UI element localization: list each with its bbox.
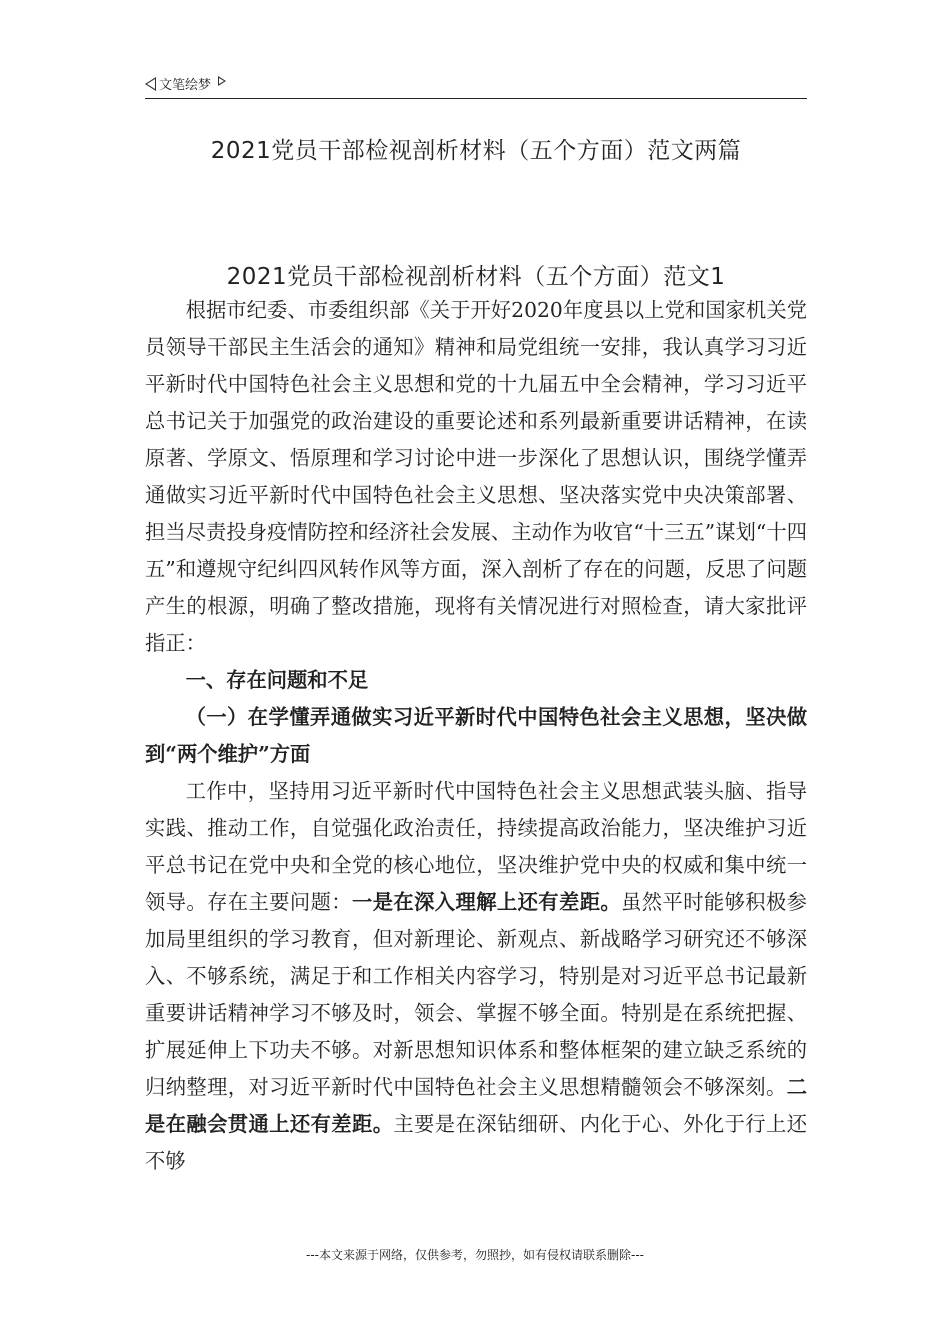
brand-logo — [145, 74, 226, 93]
paragraph-text: 主要是在深钻细研、内化于心、外化于行上还不够 — [145, 1112, 807, 1173]
triangle-left-icon — [145, 77, 156, 91]
document-body — [145, 292, 807, 1180]
section-title: 2021党员干部检视剖析材料（五个方面）范文1 — [226, 264, 726, 290]
subsection-heading: （一）在学懂弄通做实习近平新时代中国特色社会主义思想，坚决做到“两个维护”方面 — [145, 705, 807, 766]
page-header — [145, 72, 807, 99]
document-title: 2021党员干部检视剖析材料（五个方面）范文两篇 — [210, 138, 742, 164]
footer-disclaimer: ---本文来源于网络，仅供参考，勿照抄，如有侵权请联系删除--- — [306, 1248, 644, 1262]
intro-paragraph: 根据市纪委、市委组织部《关于开好2020年度县以上党和国家机关党员领导干部民主生活会的通知》精神和局党组统一安排，我认真学习习近平新时代中国特色社会主义思想和党的十九届五中全会精神，学习习近平总书记关于加强党的政治建设的重要论述和系列最新重要讲话精神，在读原著、学原文、悟原理和学习讨论中进一步深化了思想认识，围绕学懂弄通做实习近平新时代中国特色社会主义思想、坚决落实党中央决策部署、担当尽责投身疫情防控和经济社会发展、主动作为收官“十三五”谋划“十四五”和遵规守纪纠四风转作风等方面，深入剖析了存在的问题，反思了问题产生的根源，明确了整改措施，现将有关情况进行对照检查，请大家批评指正： — [145, 298, 807, 655]
paragraph-text: 虽然平时能够积极参加局里组织的学习教育，但对新理论、新观点、新战略学习研究还不够深入、不够系统，满足于和工作相关内容学习，特别是对习近平总书记最新重要讲话精神学习不够及时，领会、掌握不够全面。特别是在系统把握、扩展延伸上下功夫不够。对新思想知识体系和整体框架的建立缺乏系统的归纳整理，对习近平新时代中国特色社会主义思想精髓领会不够深刻。 — [145, 890, 807, 1099]
bold-point: 一是在深入理解上还有差距。 — [352, 890, 622, 914]
paragraph-text: 工作中，坚持用习近平新时代中国特色社会主义思想武装头脑、指导实践、推动工作，自觉强化政治责任，持续提高政治能力，坚决维护习近平总书记在党中央和全党的核心地位，坚决维护党中央的权威和集中统一领导。存在主要问题： — [145, 779, 807, 914]
body-paragraph — [145, 773, 807, 1180]
triangle-right-icon — [218, 76, 226, 86]
brand-name: 文笔绘梦 — [159, 78, 212, 93]
bold-point: 二是在融会贯通上还有差距。 — [145, 1075, 807, 1136]
section-heading: 一、存在问题和不足 — [185, 668, 369, 692]
